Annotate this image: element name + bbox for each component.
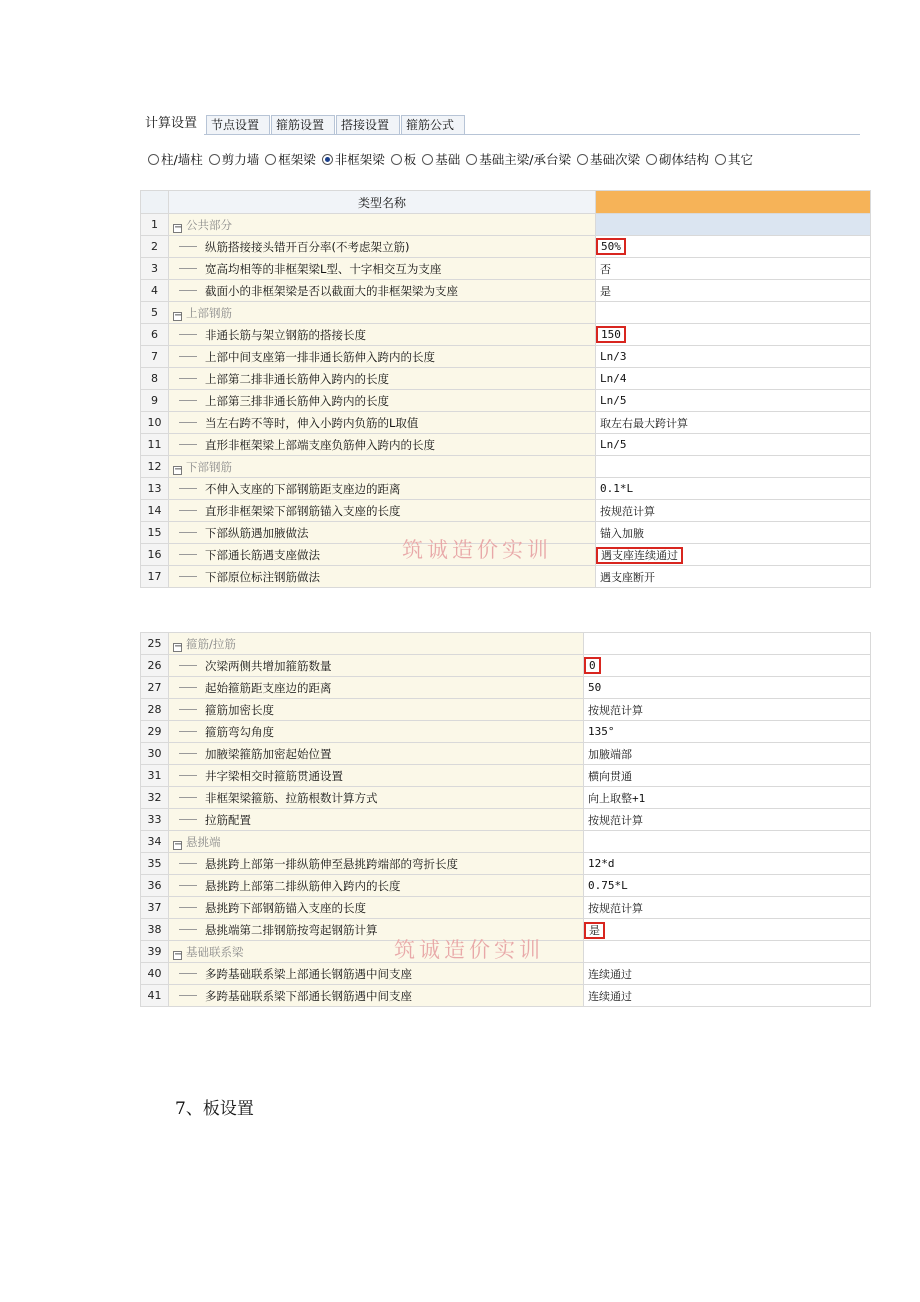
group-row[interactable] [141,831,871,853]
setting-name: 下部纵筋遇加腋做法 [205,525,309,540]
radio-option[interactable] [715,150,753,168]
setting-name: 加腋梁箍筋加密起始位置 [205,746,332,761]
radio-circle-icon[interactable] [715,154,726,165]
row-number: 32 [141,787,169,809]
row-number: 4 [141,280,169,302]
setting-name: 公共部分 [186,217,232,232]
row-number: 26 [141,655,169,677]
setting-value: Ln/4 [600,372,627,385]
highlighted-value: 150 [596,326,626,343]
setting-name-cell [169,368,596,390]
setting-value: 12*d [588,857,615,870]
table-row[interactable] [141,368,871,390]
setting-name-cell [169,280,596,302]
table-row[interactable] [141,324,871,346]
row-number: 33 [141,809,169,831]
settings-panel-bottom [140,632,860,1003]
setting-name: 不伸入支座的下部钢筋距支座边的距离 [205,481,401,496]
setting-name: 基础联系梁 [186,944,244,959]
table-row[interactable] [141,258,871,280]
row-number: 11 [141,434,169,456]
setting-name: 箍筋/拉筋 [186,636,236,651]
setting-name-cell [169,963,584,985]
setting-value-cell[interactable] [584,677,871,699]
watermark-text: 筑诚造价实训 [394,938,544,962]
tree-line-icon [179,709,197,711]
setting-name-cell [169,478,596,500]
setting-name-cell [169,500,596,522]
table-row[interactable] [141,412,871,434]
row-number: 29 [141,721,169,743]
table-row[interactable] [141,985,871,1007]
setting-value: Ln/5 [600,438,627,451]
row-number: 16 [141,544,169,566]
setting-value-cell[interactable] [596,214,871,236]
table-row[interactable] [141,809,871,831]
setting-value-cell[interactable] [596,434,871,456]
setting-value: 遇支座断开 [600,570,655,584]
tree-line-icon [179,863,197,865]
setting-value: 按规范计算 [588,813,643,827]
setting-name: 悬挑跨下部钢筋锚入支座的长度 [205,900,366,915]
table-row[interactable] [141,478,871,500]
watermark-text: 筑诚造价实训 [402,538,552,562]
table-row[interactable] [141,963,871,985]
setting-value: 向上取整+1 [588,791,646,805]
table-row[interactable] [141,743,871,765]
tree-line-icon [179,576,197,578]
setting-name-cell [169,258,596,280]
tab-lap-settings[interactable]: 搭接设置 [336,115,400,134]
setting-value: Ln/5 [600,394,627,407]
setting-name-cell [169,566,596,588]
tab-calc-settings[interactable]: 计算设置 [140,112,204,135]
setting-value-cell[interactable] [584,765,871,787]
radio-circle-icon[interactable] [391,154,402,165]
section-caption: 7、板设置 [175,1099,254,1119]
setting-value-cell[interactable] [596,258,871,280]
setting-name: 悬挑跨上部第一排纵筋伸至悬挑跨端部的弯折长度 [205,856,458,871]
table-header-row [141,191,871,214]
setting-name: 当左右跨不等时，伸入小跨内负筋的L取值 [205,415,419,430]
setting-value-cell[interactable] [596,478,871,500]
tree-line-icon [179,973,197,975]
collapse-icon[interactable]: − [174,221,183,233]
setting-name-cell [169,721,584,743]
setting-value-cell[interactable] [584,633,871,655]
settings-panel-top [140,112,860,592]
tree-line-icon [179,554,197,556]
table-row[interactable] [141,236,871,258]
radio-label: 柱/墙柱 [161,152,203,167]
setting-value: Ln/3 [600,350,627,363]
setting-value: 按规范计算 [600,504,655,518]
row-number: 36 [141,875,169,897]
tree-line-icon [179,753,197,755]
setting-name: 悬挑端第二排钢筋按弯起钢筋计算 [205,922,378,937]
setting-name: 多跨基础联系梁上部通长钢筋遇中间支座 [205,966,412,981]
radio-circle-icon[interactable] [577,154,588,165]
radio-option[interactable] [209,150,260,168]
setting-name-cell [169,897,584,919]
table-row[interactable] [141,566,871,588]
setting-value: 横向贯通 [588,769,632,783]
group-row[interactable] [141,456,871,478]
tree-line-icon [179,687,197,689]
tree-line-icon [179,422,197,424]
radio-option[interactable] [322,150,385,168]
header-type-name: 类型名称 [169,191,596,214]
setting-name: 次梁两侧共增加箍筋数量 [205,658,332,673]
tree-line-icon [179,510,197,512]
setting-value-cell[interactable] [596,500,871,522]
setting-name: 井字梁相交时箍筋贯通设置 [205,768,343,783]
tree-line-icon [179,356,197,358]
row-number: 9 [141,390,169,412]
setting-value-cell[interactable] [596,302,871,324]
radio-circle-icon[interactable] [209,154,220,165]
radio-option[interactable] [422,150,460,168]
setting-name-cell [169,456,596,478]
row-number: 13 [141,478,169,500]
setting-value-cell[interactable] [596,456,871,478]
radio-circle-icon[interactable] [265,154,276,165]
setting-value-cell[interactable] [596,280,871,302]
setting-value: 135° [588,725,615,738]
tree-line-icon [179,775,197,777]
setting-name: 直形非框架梁下部钢筋锚入支座的长度 [205,503,401,518]
header-num-cell [141,191,169,214]
setting-value: 0.75*L [588,879,628,892]
radio-option[interactable] [466,150,571,168]
tree-line-icon [179,885,197,887]
tree-line-icon [179,444,197,446]
setting-value: 连续通过 [588,967,632,981]
setting-name-cell [169,765,584,787]
setting-name: 拉筋配置 [205,812,251,827]
tree-line-icon [179,929,197,931]
table-row[interactable] [141,434,871,456]
tab-node-settings[interactable]: 节点设置 [206,115,270,134]
setting-name-cell [169,214,596,236]
setting-value: 连续通过 [588,989,632,1003]
setting-name-cell [169,236,596,258]
setting-value-cell[interactable] [596,368,871,390]
setting-name: 非框架梁箍筋、拉筋根数计算方式 [205,790,378,805]
setting-name-cell [169,699,584,721]
radio-circle-icon[interactable] [322,154,333,165]
radio-option[interactable] [391,150,417,168]
row-number: 31 [141,765,169,787]
setting-name: 下部通长筋遇支座做法 [205,547,320,562]
setting-name: 上部中间支座第一排非通长筋伸入跨内的长度 [205,349,435,364]
row-number: 7 [141,346,169,368]
header-value-cell [596,191,871,214]
setting-name: 上部第三排非通长筋伸入跨内的长度 [205,393,389,408]
setting-value-cell[interactable] [584,963,871,985]
tree-line-icon [179,246,197,248]
tree-line-icon [179,378,197,380]
radio-label: 基础主梁/承台梁 [479,152,572,167]
setting-name: 悬挑端 [186,834,221,849]
row-number: 35 [141,853,169,875]
tree-line-icon [179,400,197,402]
setting-name-cell [169,787,584,809]
tree-line-icon [179,334,197,336]
setting-name: 上部第二排非通长筋伸入跨内的长度 [205,371,389,386]
tree-line-icon [179,290,197,292]
setting-value: 锚入加腋 [600,526,644,540]
setting-value-cell[interactable] [584,787,871,809]
tree-line-icon [179,488,197,490]
table-row[interactable] [141,655,871,677]
setting-value-cell[interactable] [584,721,871,743]
setting-value-cell[interactable] [596,544,871,566]
setting-value: 加腋端部 [588,747,632,761]
row-number: 25 [141,633,169,655]
row-number: 2 [141,236,169,258]
setting-name-cell [169,633,584,655]
radio-label: 基础次梁 [590,152,641,167]
group-row[interactable] [141,633,871,655]
radio-label: 砌体结构 [659,152,710,167]
row-number: 8 [141,368,169,390]
setting-value-cell[interactable] [584,699,871,721]
setting-name-cell [169,434,596,456]
setting-value: 0.1*L [600,482,634,495]
setting-name-cell [169,809,584,831]
row-number: 12 [141,456,169,478]
group-row[interactable] [141,214,871,236]
row-number: 28 [141,699,169,721]
radio-option[interactable] [646,150,709,168]
setting-value-cell[interactable] [584,985,871,1007]
setting-value-cell[interactable] [584,875,871,897]
table-row[interactable] [141,699,871,721]
setting-value-cell[interactable] [584,743,871,765]
setting-value-cell[interactable] [596,566,871,588]
table-row[interactable] [141,875,871,897]
row-number: 14 [141,500,169,522]
table-row[interactable] [141,721,871,743]
table-row[interactable] [141,500,871,522]
row-number: 5 [141,302,169,324]
setting-name-cell [169,743,584,765]
setting-value-cell[interactable] [584,941,871,963]
tree-line-icon [179,995,197,997]
setting-value: 是 [600,284,611,298]
setting-value: 否 [600,262,611,276]
radio-circle-icon[interactable] [422,154,433,165]
table-row[interactable] [141,346,871,368]
tab-stirrup-settings[interactable]: 箍筋设置 [271,115,335,134]
setting-value-cell[interactable] [596,390,871,412]
radio-label: 框架梁 [278,152,316,167]
setting-name-cell [169,677,584,699]
radio-circle-icon[interactable] [466,154,477,165]
setting-value-cell[interactable] [596,324,871,346]
collapse-icon[interactable]: − [174,640,183,652]
setting-name-cell [169,985,584,1007]
highlighted-value: 50% [596,238,626,255]
settings-table-1 [140,190,871,588]
radio-label: 剪力墙 [221,152,260,167]
row-number: 40 [141,963,169,985]
row-number: 3 [141,258,169,280]
setting-name-cell [169,302,596,324]
radio-option[interactable] [148,150,203,168]
setting-name: 上部钢筋 [186,305,232,320]
row-number: 15 [141,522,169,544]
setting-name-cell [169,346,596,368]
table-row[interactable] [141,765,871,787]
radio-label: 板 [403,152,417,167]
row-number: 41 [141,985,169,1007]
setting-name: 直形非框架梁上部端支座负筋伸入跨内的长度 [205,437,435,452]
row-number: 39 [141,941,169,963]
table-row[interactable] [141,897,871,919]
tree-line-icon [179,819,197,821]
radio-option[interactable] [265,150,316,168]
setting-name: 下部原位标注钢筋做法 [205,569,320,584]
collapse-icon[interactable]: − [174,463,183,475]
setting-value: 按规范计算 [588,901,643,915]
setting-name: 宽高均相等的非框架梁L型、十字相交互为支座 [205,261,442,276]
row-number: 37 [141,897,169,919]
tab-bar [140,112,860,135]
setting-value: 50 [588,681,602,694]
highlighted-value: 0 [584,657,601,674]
radio-label: 其它 [728,152,754,167]
setting-name: 纵筋搭接接头错开百分率(不考虑架立筋) [205,239,410,254]
setting-value-cell[interactable] [584,655,871,677]
row-number: 10 [141,412,169,434]
tree-line-icon [179,907,197,909]
setting-name-cell [169,412,596,434]
highlighted-value: 是 [584,922,605,939]
collapse-icon[interactable]: − [174,948,183,960]
setting-value-cell[interactable] [584,831,871,853]
setting-value-cell[interactable] [596,522,871,544]
row-number: 6 [141,324,169,346]
row-number: 1 [141,214,169,236]
setting-name: 箍筋加密长度 [205,702,274,717]
table-row[interactable] [141,390,871,412]
setting-value: 取左右最大跨计算 [600,416,688,430]
radio-label: 非框架梁 [334,152,385,167]
setting-value-cell[interactable] [596,236,871,258]
table-row[interactable] [141,853,871,875]
tab-stirrup-formula[interactable]: 箍筋公式 [401,115,465,134]
setting-value-cell[interactable] [584,919,871,941]
collapse-icon[interactable]: − [174,309,183,321]
table-row[interactable] [141,787,871,809]
setting-name: 起始箍筋距支座边的距离 [205,680,332,695]
setting-value: 按规范计算 [588,703,643,717]
setting-name-cell [169,853,584,875]
row-number: 38 [141,919,169,941]
radio-circle-icon[interactable] [148,154,159,165]
tree-line-icon [179,665,197,667]
setting-name: 悬挑跨上部第二排纵筋伸入跨内的长度 [205,878,401,893]
tree-line-icon [179,532,197,534]
row-number: 17 [141,566,169,588]
setting-value-cell[interactable] [584,853,871,875]
radio-circle-icon[interactable] [646,154,657,165]
setting-value-cell[interactable] [584,809,871,831]
tree-line-icon [179,797,197,799]
table-row[interactable] [141,280,871,302]
row-number: 30 [141,743,169,765]
setting-name: 下部钢筋 [186,459,232,474]
group-row[interactable] [141,302,871,324]
setting-name: 多跨基础联系梁下部通长钢筋遇中间支座 [205,988,412,1003]
highlighted-value: 遇支座连续通过 [596,547,683,564]
setting-name-cell [169,831,584,853]
row-number: 34 [141,831,169,853]
setting-name: 箍筋弯勾角度 [205,724,274,739]
row-number: 27 [141,677,169,699]
component-type-radio-group [148,150,759,170]
setting-name-cell [169,875,584,897]
setting-name: 截面小的非框架梁是否以截面大的非框架梁为支座 [205,283,458,298]
tree-line-icon [179,268,197,270]
radio-option[interactable] [577,150,640,168]
collapse-icon[interactable]: − [174,838,183,850]
radio-label: 基础 [435,152,461,167]
setting-value-cell[interactable] [584,897,871,919]
setting-value-cell[interactable] [596,412,871,434]
setting-name-cell [169,390,596,412]
setting-value-cell[interactable] [596,346,871,368]
setting-name: 非通长筋与架立钢筋的搭接长度 [205,327,366,342]
setting-name-cell [169,655,584,677]
setting-name-cell [169,324,596,346]
table-row[interactable] [141,677,871,699]
tree-line-icon [179,731,197,733]
